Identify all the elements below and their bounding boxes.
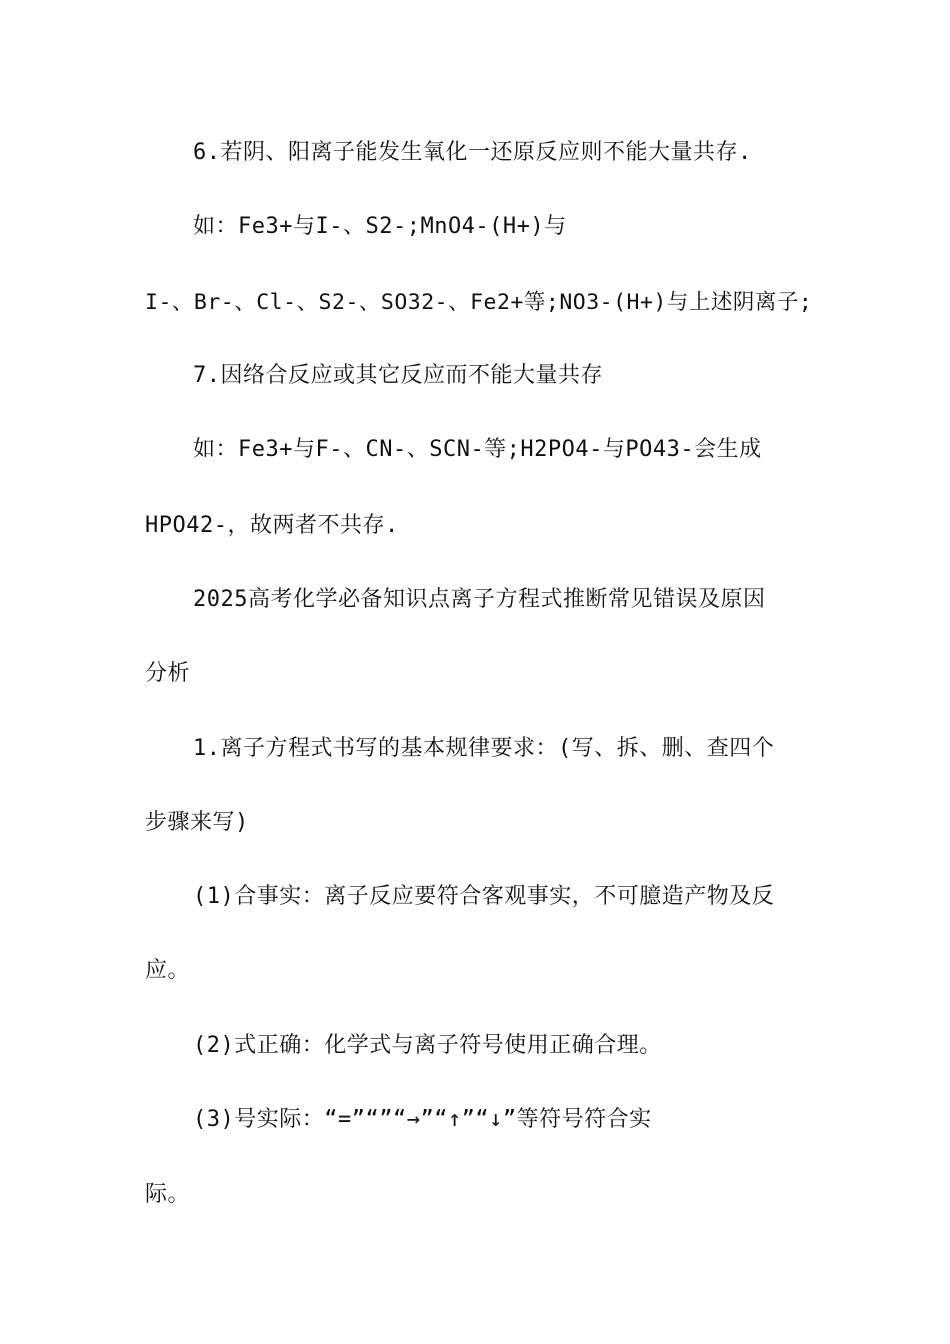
paragraph-line: 应。 (145, 958, 191, 983)
paragraph-line: 如：Fe3+与F-、CN-、SCN-等;H2PO4-与PO43-会生成 (193, 437, 762, 462)
section-heading-line: 2025高考化学必备知识点离子方程式推断常见错误及原因 (193, 587, 766, 612)
paragraph-line: 步骤来写) (145, 810, 249, 835)
paragraph-line: 际。 (145, 1182, 191, 1207)
section-heading-line: 分析 (145, 661, 191, 686)
paragraph-line: (3)号实际：“=”“”“→”“↑”“↓”等符号符合实 (193, 1107, 652, 1132)
paragraph-line: I-、Br-、Cl-、S2-、SO32-、Fe2+等;NO3-(H+)与上述阴离子; (145, 290, 813, 315)
paragraph-line: 7.因络合反应或其它反应而不能大量共存 (193, 363, 603, 388)
paragraph-line: 1.离子方程式书写的基本规律要求：(写、拆、删、查四个 (193, 736, 775, 761)
paragraph-line: HPO42-，故两者不共存. (145, 513, 399, 538)
paragraph-line: 6.若阴、阳离子能发生氧化一还原反应则不能大量共存. (193, 140, 752, 165)
paragraph-line: (2)式正确：化学式与离子符号使用正确合理。 (193, 1033, 662, 1058)
paragraph-line: (1)合事实：离子反应要符合客观事实，不可臆造产物及反 (193, 884, 775, 909)
paragraph-line: 如：Fe3+与I-、S2-;MnO4-(H+)与 (193, 214, 567, 239)
